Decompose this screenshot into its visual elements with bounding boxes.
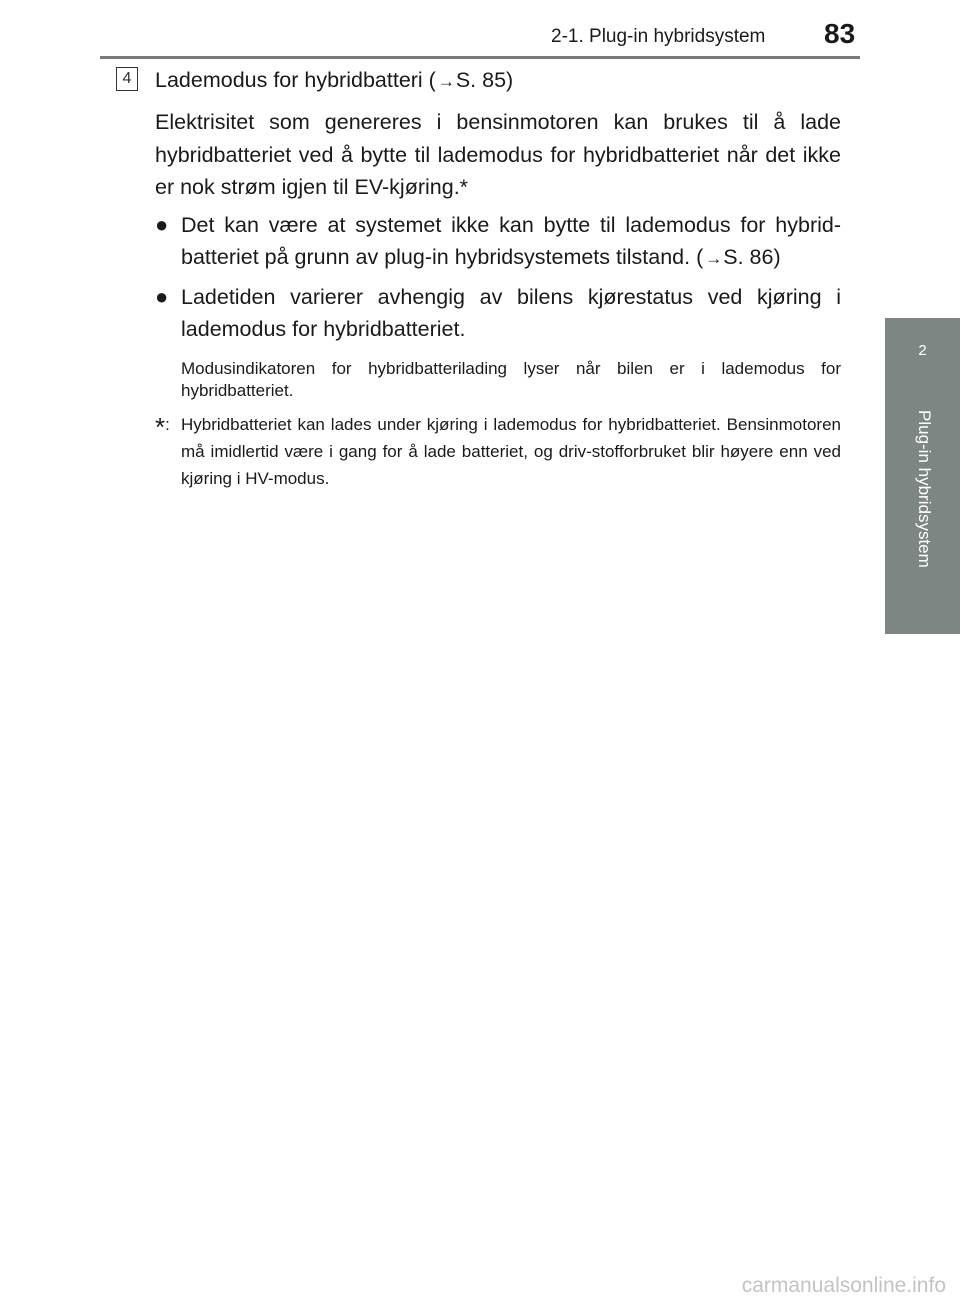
heading-page-ref[interactable]: S. 85)	[455, 68, 514, 92]
footnote-text: Hybridbatteriet kan lades under kjøring i lademodus for hybridbatteriet. Bensinmotoren må imidlertid være i gang for å lade batteriet, og driv-stofforbruket blir høyere enn ved kjøring i HV-modus.	[181, 414, 841, 488]
bullet-item	[155, 209, 841, 276]
header-section-title: 2-1. Plug-in hybridsystem	[551, 26, 766, 47]
bullet-text: Det kan være at systemet ikke kan bytte til lademodus for hybrid-batteriet på grunn av plug-in hybridsystemets tilstand. (	[181, 212, 841, 269]
step-badge: 4	[116, 67, 138, 91]
footnote-marker: *:	[155, 411, 170, 442]
header-rule	[100, 56, 860, 59]
chapter-number: 2	[918, 342, 927, 359]
bullet-icon: ●	[155, 283, 169, 309]
asterisk-icon: *	[155, 411, 166, 442]
chapter-side-tab	[885, 318, 960, 634]
right-arrow-icon: →	[437, 72, 455, 91]
watermark: carmanualsonline.info	[741, 1274, 946, 1297]
chapter-label: Plug-in hybridsystem	[915, 410, 934, 568]
item-heading	[155, 64, 841, 98]
bullet-icon: ●	[155, 211, 169, 237]
item-description: Elektrisitet som genereres i bensinmotoren kan brukes til å lade hybridbatteriet ved å bytte til lademodus for hybridbatteriet når det ikke er nok strøm igjen til EV-kjøring.*	[155, 110, 841, 199]
heading-text: Lademodus for hybridbatteri (	[155, 68, 436, 92]
bullet-item	[155, 281, 841, 346]
note-text: Modusindikatoren for hybridbatterilading lyser når bilen er i lademodus for hybridbatteriet.	[181, 358, 841, 400]
bullet-page-ref[interactable]: S. 86)	[723, 245, 781, 269]
right-arrow-icon: →	[705, 249, 723, 268]
content-body	[155, 64, 841, 492]
footnote	[155, 411, 841, 492]
page-number: 83	[824, 18, 856, 49]
bullet-text: Ladetiden varierer avhengig av bilens kjørestatus ved kjøring i lademodus for hybridbatteriet.	[181, 284, 841, 341]
